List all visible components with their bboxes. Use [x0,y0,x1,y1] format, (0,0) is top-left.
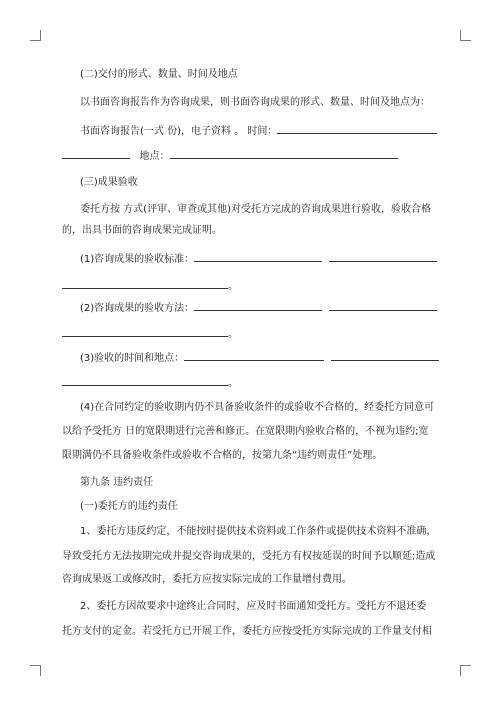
article-9-heading: 第九条 违约责任 [80,477,154,488]
item-3-blank-a[interactable] [184,350,324,361]
article-9-p2-line-1: 2、委托方因故要求中途终止合同时，应及时书面通知受托方。受托方不退还委 [80,601,427,612]
crop-mark-bottom-left [30,665,41,676]
section-2-heading: (二)交付的形式、数量、时间及地点 [80,69,238,80]
item-3-label: (3)验收的时间和地点： [80,353,185,364]
item-1-line [80,251,437,265]
item-1-blank-b[interactable] [329,251,437,262]
article-9-p1-line-2: 导致受托方无法按期完成并提交咨询成果的，受托方有权按延误的时间予以顺延;造成 [62,551,436,562]
item-3-line [80,350,439,364]
item-2-blank-c[interactable] [62,326,228,337]
crop-mark-top-right [460,30,471,41]
place-label: 地点： [139,151,170,162]
item-2-end-mark: 。 [228,329,238,340]
crop-mark-top-left [30,30,41,41]
item-3-blank-c[interactable] [62,375,228,386]
item-2-line [80,300,437,314]
item-1-end-mark: 。 [228,281,238,292]
time-blank[interactable] [277,123,437,134]
section-3-heading: (三)成果验收 [80,177,138,188]
crop-mark-bottom-right [460,665,471,676]
section-2-line-1: 以书面咨询报告作为咨询成果，则书面咨询成果的形式、数量、时间及地点为： [80,97,430,108]
item-3-blank-b[interactable] [331,350,439,361]
section-3-para-line-1: 委托方按 方式(评审、审查或其他)对受托方完成的咨询成果进行验收，验收合格 [80,204,431,215]
item-1-continuation [62,278,238,292]
item-2-blank-a[interactable] [194,300,322,311]
item-2-label: (2)咨询成果的验收方法： [80,303,195,314]
article-9-p1-line-3: 咨询成果返工或修改时，委托方应按实际完成的工作量增付费用。 [62,574,352,585]
article-9-sub-1: (一)委托方的违约责任 [80,501,178,512]
section-2-line-2 [80,123,437,137]
item-1-blank-c[interactable] [62,278,228,289]
item-1-label: (1)咨询成果的验收标准： [80,254,195,265]
section-2-line-3 [62,148,398,162]
item-3-continuation [62,375,238,389]
item-3-end-mark: 。 [228,378,238,389]
item-4-line-3: 限期满仍不具备验收条件或验收不合格的，按第九条“违约则责任”处理。 [62,450,383,461]
item-4-line-1: (4)在合同约定的验收期内仍不具备验收条件的或验收不合格的，经委托方同意可 [80,402,435,413]
article-9-p1-line-1: 1、委托方违反约定，不能按时提供技术资料或工作条件或提供技术资料不准确， [80,526,437,537]
item-1-blank-a[interactable] [194,251,322,262]
delivery-format-text: 书面咨询报告(一式 份)，电子资料 。 时间： [80,126,278,137]
item-2-blank-b[interactable] [329,300,437,311]
time-blank-continued[interactable] [62,148,130,159]
item-4-line-2: 以给予受托方 日的宽限期进行完善和修正。在宽限期内验收合格的，不视为违约;宽 [62,426,429,437]
section-3-para-line-2: 的，出具书面的咨询成果完成证明。 [62,225,222,236]
item-2-continuation [62,326,238,340]
article-9-p2-line-2: 托方支付的定金。若受托方已开展工作，委托方应按受托方实际完成的工作量支付相 [62,626,432,637]
place-blank[interactable] [170,148,398,159]
